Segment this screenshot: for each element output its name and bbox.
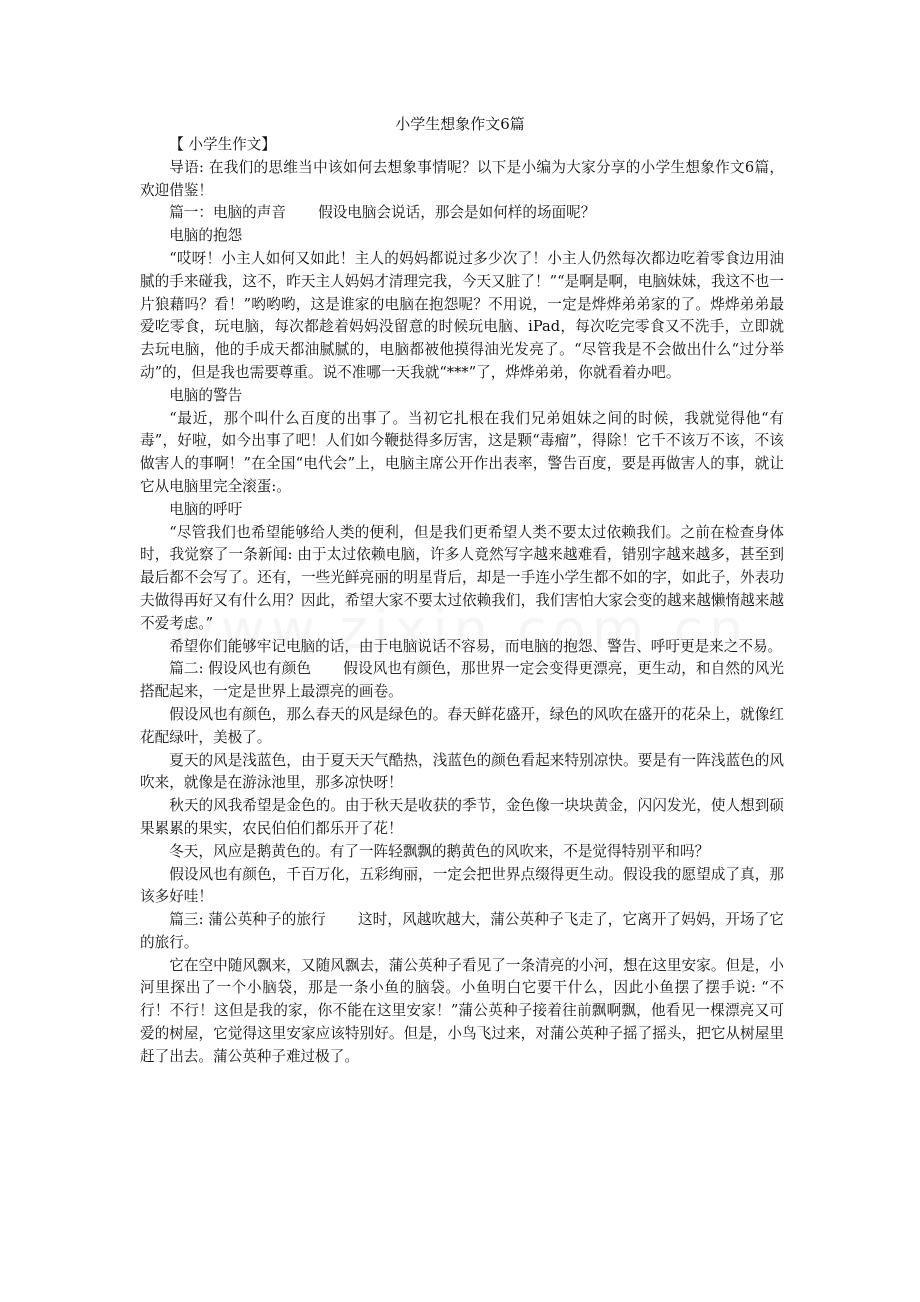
paragraph-essay1-closing: 希望你们能够牢记电脑的话，由于电脑说话不容易，而电脑的抱怨、警告、呼吁更是来之不易。 <box>169 637 783 655</box>
essay2-paragraph-1: 假设风也有颜色，那世界一定会变得更漂亮，更生动，和自然的风光搭配起来，一定是世界上最漂亮的画卷。 <box>140 660 784 701</box>
essay2-heading: 篇二: 假设风也有颜色 <box>169 660 312 678</box>
essay2-paragraph-2: 假设风也有颜色，那么春天的风是绿色的。春天鲜花盛开，绿色的风吹在盛开的花朵上，就像红花配绿叶，美极了。 <box>140 705 784 746</box>
essay2-paragraph-5: 冬天，风应是鹅黄色的。有了一阵轻飘飘的鹅黄色的风吹来，不是觉得特别平和吗？ <box>169 842 710 860</box>
paragraph-warning: “最近，那个叫什么百度的出事了。当初它扎根在我们兄弟姐妹之间的时候，我就觉得他“有毒”，好啦，如今出事了吧！人们如今鞭挞得多厉害，这是颗“毒瘤”，得除！它千不该万不该，不该做害人的事啊！”在全国“电代会”上，电脑主席公开作出表率，警告百度，要是再做害人的事，就让它从电脑里完全滚蛋:。 <box>140 409 784 495</box>
essay2-paragraph-3: 夏天的风是浅蓝色，由于夏天天气酷热，浅蓝色的颜色看起来特别凉快。要是有一阵浅蓝色的风吹来，就像是在游泳池里，那多凉快呀！ <box>140 751 784 792</box>
essay1-heading-line <box>140 202 784 225</box>
essay3-heading: 篇三: 蒲公英种子的旅行 <box>169 911 326 929</box>
essay3-paragraph-2: 它在空中随风飘来，又随风飘去，蒲公英种子看见了一条清亮的小河，想在这里安家。但是，小河里探出了一个小脑袋，那是一条小鱼的脑袋。小鱼明白它要干什么，因此小鱼摆了摆手说: “不行！不行！这但是我的家，你不能在这里安家！”蒲公英种子接着往前飘啊飘，他看见一棵漂亮又可爱的树屋，它觉得这里安家应该特别好。但是，小鸟飞过来，对蒲公英种子摇了摇头，把它从树屋里赶了出去。蒲公英种子难过极了。 <box>140 956 784 1065</box>
paragraph-appeal: “尽管我们也希望能够给人类的便利，但是我们更希望人类不要太过依赖我们。之前在检查身体时，我觉察了一条新闻: 由于太过依赖电脑，许多人竟然写字越来越难看，错别字越来越多，甚至到最后都不会写了。还有，一些光鲜亮丽的明星背后，却是一手连小学生都不如的字，如此子，外表功夫做得再好又有什么用？因此，希望大家不要太过依赖我们，我们害怕大家会变的越来越懒惰越来越不爱考虑。” <box>140 523 784 632</box>
essay3-paragraph-1: 这时，风越吹越大，蒲公英种子飞走了，它离开了妈妈，开场了它的旅行。 <box>140 911 784 951</box>
essay2-heading-line <box>140 658 784 704</box>
section-title-complaint: 电脑的抱怨 <box>169 227 243 245</box>
essay2-paragraph-6: 假设风也有颜色，千百万化，五彩绚丽，一定会把世界点缀得更生动。假设我的愿望成了真，那该多好哇！ <box>140 865 784 906</box>
section-title-warning: 电脑的警告 <box>169 386 243 404</box>
essay1-subtitle: 假设电脑会说话，那会是如何样的场面呢？ <box>318 204 596 222</box>
document-title: 小学生想象作文6篇 <box>395 115 525 133</box>
document-body <box>140 134 784 1069</box>
essay2-paragraph-4: 秋天的风我希望是金色的。由于秋天是收获的季节，金色像一块块黄金，闪闪发光，使人想到硕果累累的果实，农民伯伯们都乐开了花！ <box>140 797 784 837</box>
intro-paragraph: 导语: 在我们的思维当中该如何去想象事情呢？以下是小编为大家分享的小学生想象作文6篇，欢迎借鉴！ <box>140 158 784 199</box>
section-title-appeal: 电脑的呼吁 <box>169 500 243 518</box>
paragraph-complaint: “哎呀！小主人如何又如此！主人的妈妈都说过多少次了！小主人仍然每次都边吃着零食边用油腻的手来碰我，这不，昨天主人妈妈才清理完我，今天又脏了！”“是啊是啊，电脑妹妹，我这不也一片狼藉吗？看！”哟哟哟，这是谁家的电脑在抱怨呢？不用说，一定是烨烨弟弟家的了。烨烨弟弟最爱吃零食，玩电脑，每次都趁着妈妈没留意的时候玩电脑、iPad，每次吃完零食又不洗手，立即就去玩电脑，他的手成天都油腻腻的，电脑都被他摸得油光发亮了。“尽管我是不会做出什么“过分举动”的，但是我也需要尊重。说不准哪一天我就“***”了，烨烨弟弟，你就看着办吧。 <box>140 249 784 381</box>
essay1-heading: 篇一：电脑的声音 <box>169 204 286 222</box>
essay3-heading-line <box>140 909 784 955</box>
category-label: 【 小学生作文】 <box>169 136 276 153</box>
